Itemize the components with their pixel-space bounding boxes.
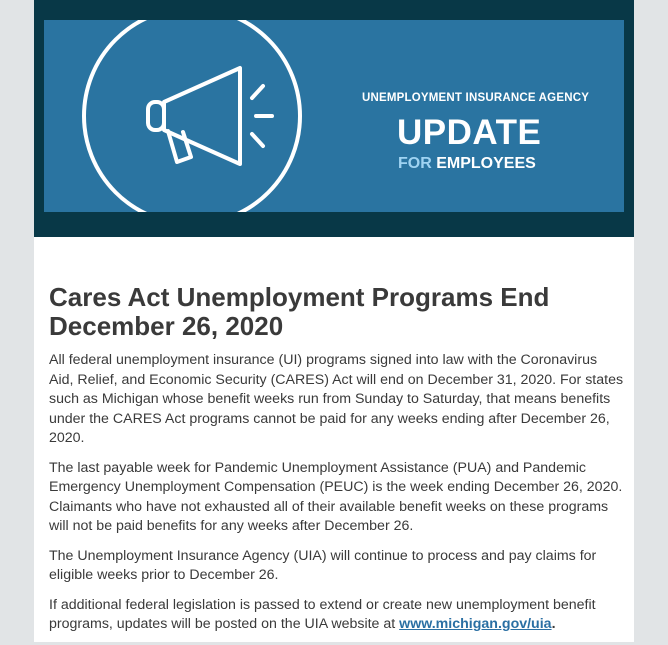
paragraph-3: The Unemployment Insurance Agency (UIA) will continue to process and pay claims for eligible weeks prior to December 26. [49,547,597,583]
paragraph-4-end: . [551,616,556,632]
paragraph-2: The last payable week for Pandemic Unemployment Assistance (PUA) and Pandemic Emergency Unemployment Compensation (PEUC) is the week ending December 26, 2020. Claimants who have not exhausted all of their available benefit weeks on these programs will not be paid benefits for any weeks after December 26. [49,459,623,534]
paragraph-1: All federal unemployment insurance (UI) programs signed into law with the Coronavirus Aid, Relief, and Economic Security (CARES) Act will end on December 31, 2020. For states such as Michigan whose benefit weeks run from Sunday to Saturday, that means benefits under the CARES Act programs cannot be paid for any weeks ending after December 26, 2020. [49,352,624,446]
for-label: FOR [398,155,432,172]
banner-panel [44,20,624,212]
paragraph-4 [49,596,624,635]
email-body [34,0,634,642]
article-title: Cares Act Unemployment Programs End December 26, 2020 [49,282,550,341]
paragraph-4-text: If additional federal legislation is passed to extend or create new unemployment benefit programs, updates will be posted on the UIA website at [49,596,596,632]
audience-line [398,155,536,173]
update-title: UPDATE [397,113,542,152]
header-banner [34,0,634,237]
agency-name: UNEMPLOYMENT INSURANCE AGENCY [362,92,590,104]
article-content [49,283,624,645]
employees-label: EMPLOYEES [436,155,536,172]
uia-website-link[interactable]: www.michigan.gov/uia [399,616,552,632]
